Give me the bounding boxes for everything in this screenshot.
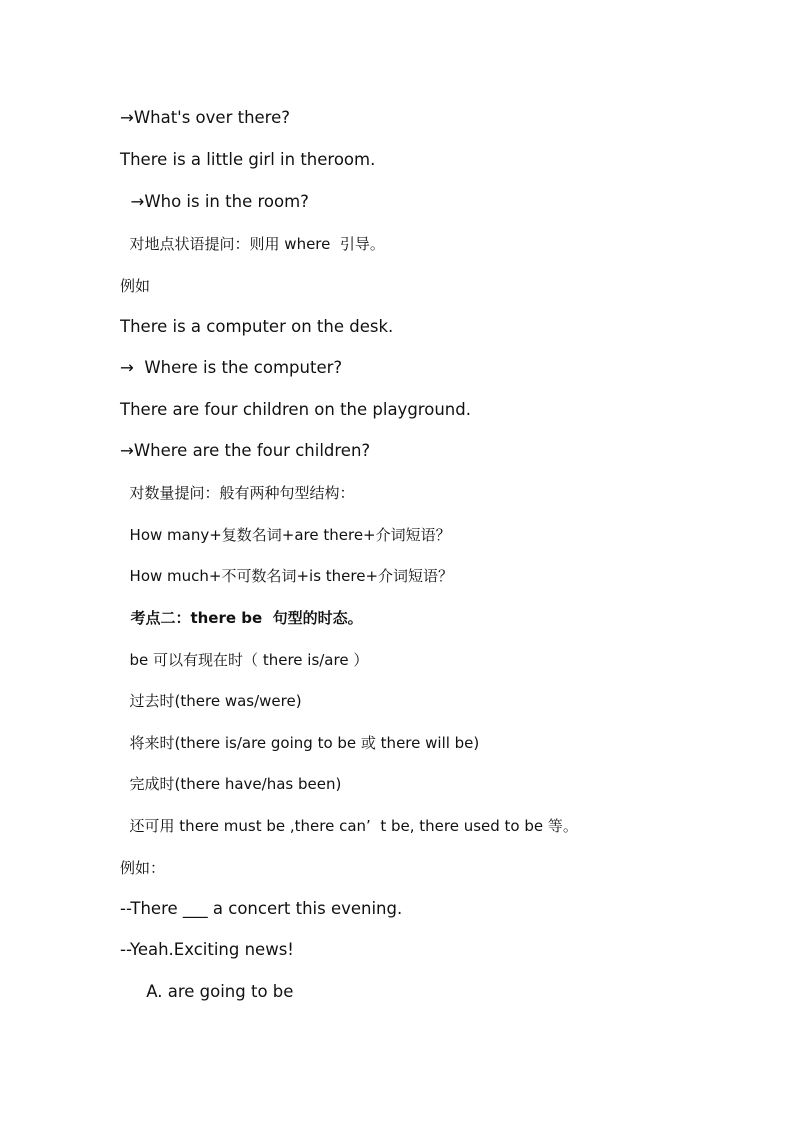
text-line-19: 例如： [120,859,166,877]
text-line-6: There is a computer on the desk. [120,317,394,336]
text-line-10: 对数量提问：般有两种句型结构： [120,484,355,502]
text-line-16: 将来时(there is/are going to be 或 there will be) [120,734,480,752]
text-line-7: → Where is the computer? [120,358,343,377]
answer-option-a: A. are going to be [120,982,294,1001]
text-line-18: 还可用 there must be ,there can’ t be, there used to be 等。 [120,817,578,835]
text-line-11: How many+复数名词+are there+介词短语？ [120,526,451,544]
text-line-2: There is a little girl in theroom. [120,150,376,169]
text-line-4: 对地点状语提问：则用 where 引导。 [120,235,385,253]
text-line-9: →Where are the four children? [120,441,371,460]
text-line-1: →What's over there? [120,108,291,127]
text-line-15: 过去时(there was/were) [120,692,302,710]
text-line-5: 例如 [120,277,151,295]
text-line-12: How much+不可数名词+is there+介词短语？ [120,567,454,585]
text-line-3: →Who is in the room? [120,192,309,211]
text-line-8: There are four children on the playground. [120,400,471,419]
section-heading: 考点二：there be 句型的时态。 [120,609,363,627]
text-line-17: 完成时(there have/has been) [120,775,342,793]
text-line-14: be 可以有现在时（ there is/are ） [120,651,369,669]
text-line-20: --There ___ a concert this evening. [120,899,403,918]
text-line-21: --Yeah.Exciting news! [120,940,294,959]
